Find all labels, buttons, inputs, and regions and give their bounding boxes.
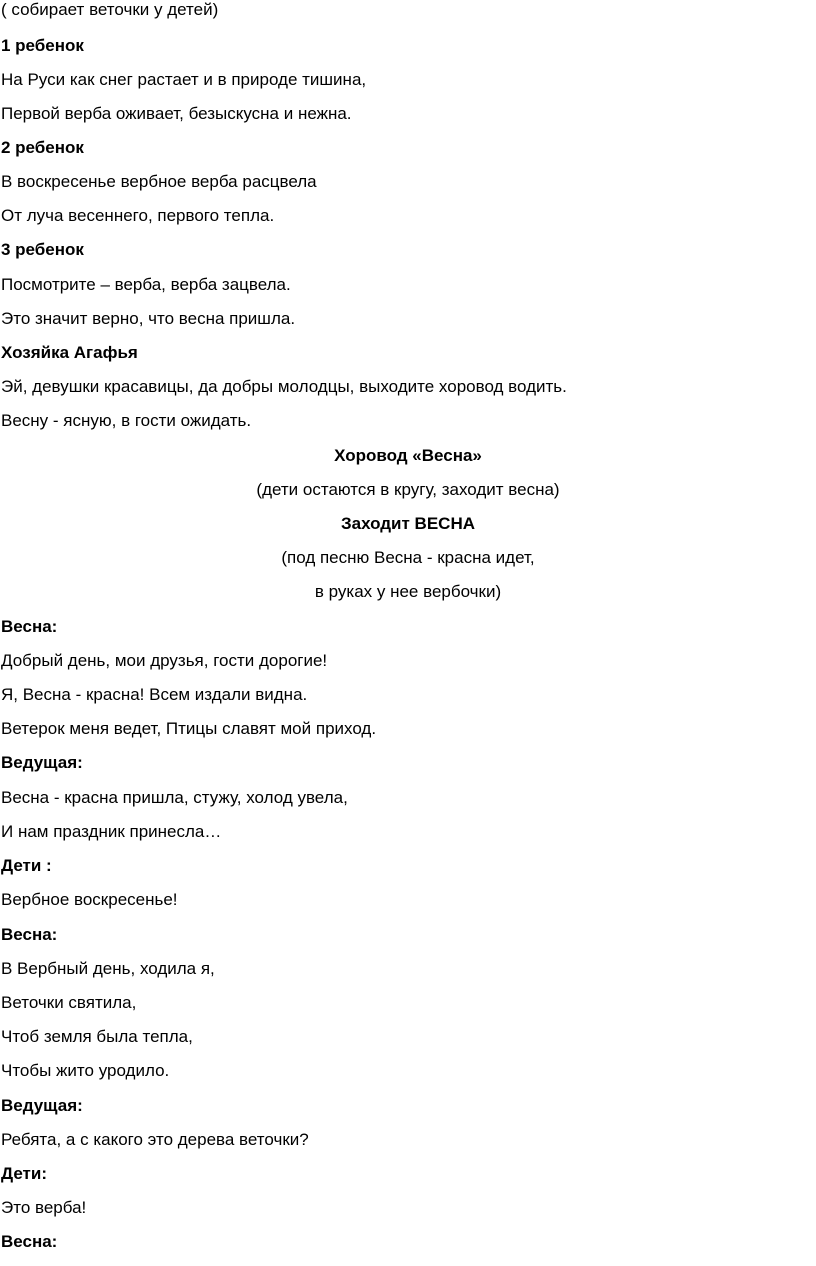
verse-line: Первой верба оживает, безыскусна и нежна. [1, 104, 352, 123]
speaker-label: 1 ребенок [1, 36, 84, 55]
speaker-label: Дети : [1, 856, 52, 875]
stage-direction: в руках у нее вербочки) [314, 582, 502, 601]
speaker-label: Ведущая: [1, 753, 83, 772]
verse-line: Добрый день, мои друзья, гости дорогие! [1, 651, 328, 670]
speaker-label: Весна: [1, 617, 58, 636]
speaker-label: Весна: [1, 925, 58, 944]
speaker-label: Весна: [1, 1232, 58, 1251]
stage-direction: (дети остаются в кругу, заходит весна) [256, 480, 560, 499]
verse-line: На Руси как снег растает и в природе тишина, [1, 70, 367, 89]
verse-line: Чтоб земля была тепла, [1, 1027, 193, 1046]
verse-line: Чтобы жито уродило. [1, 1061, 170, 1080]
stage-direction: (под песню Весна - красна идет, [281, 548, 535, 567]
speaker-label: Дети: [1, 1164, 47, 1183]
verse-line: Весну - ясную, в гости ожидать. [1, 411, 252, 430]
verse-line: Эй, девушки красавицы, да добры молодцы, выходите хоровод водить. [1, 377, 567, 396]
section-heading: Заходит ВЕСНА [340, 514, 476, 533]
speaker-label: Ведущая: [1, 1096, 83, 1115]
stage-direction: ( собирает веточки у детей) [1, 0, 219, 19]
verse-line: Ветерок меня ведет, Птицы славят мой приход. [1, 719, 377, 738]
verse-line: Это верба! [1, 1198, 87, 1217]
speaker-label: 2 ребенок [1, 138, 84, 157]
section-heading: Хоровод «Весна» [334, 446, 482, 465]
verse-line: От луча весеннего, первого тепла. [1, 206, 275, 225]
verse-line: В Вербный день, ходила я, [1, 959, 215, 978]
verse-line: Вербное воскресенье! [1, 890, 178, 909]
verse-line: Веточки святила, [1, 993, 137, 1012]
verse-line: Я, Весна - красна! Всем издали видна. [1, 685, 308, 704]
verse-line: Это значит верно, что весна пришла. [1, 309, 296, 328]
verse-line: И нам праздник принесла… [1, 822, 222, 841]
verse-line: Ребята, а с какого это дерева веточки? [1, 1130, 309, 1149]
speaker-label: 3 ребенок [1, 240, 84, 259]
verse-line: В воскресенье вербное верба расцвела [1, 172, 317, 191]
verse-line: Посмотрите – верба, верба зацвела. [1, 275, 291, 294]
speaker-label: Хозяйка Агафья [1, 343, 138, 362]
verse-line: Весна - красна пришла, стужу, холод увела, [1, 788, 348, 807]
